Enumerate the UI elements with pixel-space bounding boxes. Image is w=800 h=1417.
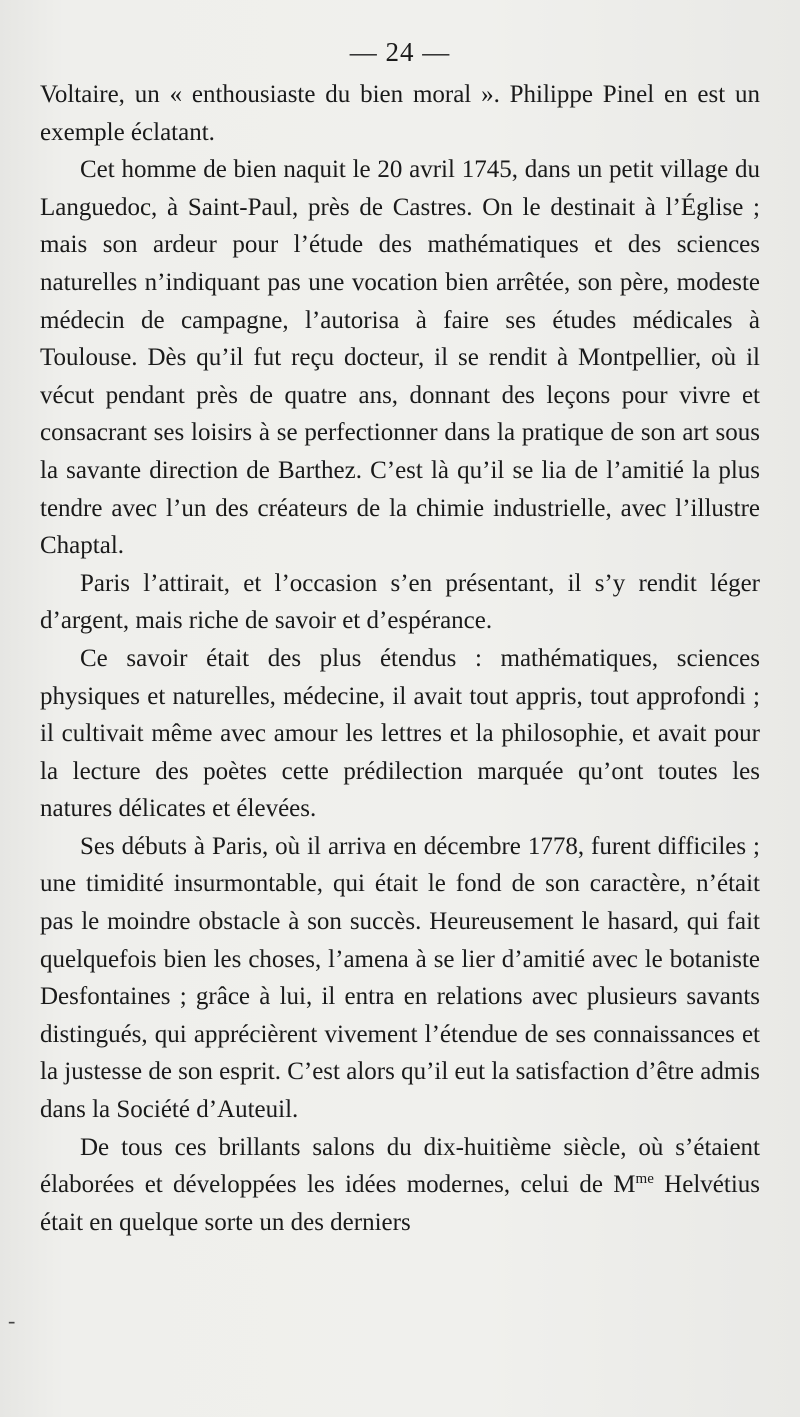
- paragraph-continuation: Voltaire, un « enthousiaste du bien moral ». Philippe Pinel en est un exemple éclatant.: [40, 81, 760, 146]
- madame-superscript: me: [635, 1171, 654, 1188]
- page-number: — 24 —: [349, 37, 451, 67]
- paragraph-knowledge: Ce savoir était des plus étendus : mathématiques, sciences physiques et naturelles, médecine, il avait tout appris, tout approfondi ; il cultivait même avec amour les lettres et la philosophie, et avait pour la lecture des poètes cette prédilection marquée qu’ont toutes les natures délicates et élevées.: [40, 644, 760, 823]
- paragraph-salons-text-after: Helvétius était en quelque sorte un des derniers: [40, 1171, 760, 1236]
- paragraph-paris-arrival: Paris l’attirait, et l’occasion s’en présentant, il s’y rendit léger d’argent, mais riche de savoir et d’espérance.: [40, 569, 760, 635]
- margin-mark: -: [8, 1308, 16, 1333]
- paragraph-salons-text-before: De tous ces brillants salons du dix-huitième siècle, où s’étaient élaborées et développées les idées modernes, celui de M: [40, 1133, 760, 1199]
- paragraph-debuts: Ses débuts à Paris, où il arriva en décembre 1778, furent difficiles ; une timidité insurmontable, qui était le fond de son caractère, n’était pas le moindre obstacle à son succès. Heureusement le hasard, qui fait quelquefois bien les choses, l’amena à se lier d’amitié avec le botaniste Desfontaines ; grâce à lui, il entra en relations avec plusieurs savants distingués, qui apprécièrent vivement l’étendue de ses connaissances et la justesse de son esprit. C’est alors qu’il eut la satisfaction d’être admis dans la Société d’Auteuil.: [40, 832, 760, 1124]
- body-text: [40, 76, 760, 1241]
- paragraph-birth: Cet homme de bien naquit le 20 avril 1745, dans un petit village du Languedoc, à Saint-Paul, près de Castres. On le destinait à l’Église ; mais son ardeur pour l’étude des mathématiques et des sciences naturelles n’indiquant pas une vocation bien arrêtée, son père, modeste médecin de campagne, l’autorisa à faire ses études médicales à Toulouse. Dès qu’il fut reçu docteur, il se rendit à Montpellier, où il vécut pendant près de quatre ans, donnant des leçons pour vivre et consacrant ses loisirs à se perfectionner dans la pratique de son art sous la savante direction de Barthez. C’est là qu’il se lia de l’amitié la plus tendre avec l’un des créateurs de la chimie industrielle, avec l’illustre Chaptal.: [40, 156, 760, 560]
- paragraph-salons: [40, 1129, 760, 1242]
